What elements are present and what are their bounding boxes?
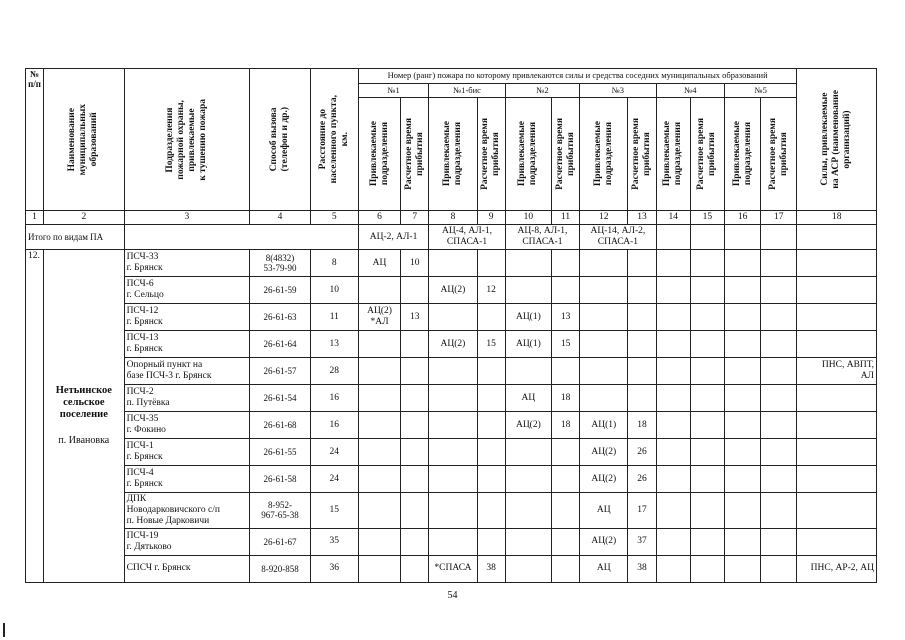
call-cell: 8-952- 967-65-38 <box>250 493 310 529</box>
asr-cell <box>797 304 877 331</box>
column-number: 12 <box>580 211 628 225</box>
rank5-time-cell <box>761 528 797 555</box>
rank5-time-cell <box>761 412 797 439</box>
rank3-units-cell <box>580 331 628 358</box>
header-rank-2: №2 <box>505 84 579 98</box>
rank4-time-cell <box>690 304 724 331</box>
rank3-units-cell: АЦ <box>580 555 628 582</box>
rank2-time-cell: 13 <box>552 304 580 331</box>
rank4-units-cell <box>656 277 690 304</box>
rank3-time-cell <box>628 331 656 358</box>
header-units-label: Подразделения пожарной охраны, привлекаемые к тушению пожара <box>165 98 208 181</box>
municipality-cell <box>44 250 124 583</box>
totals-cell <box>690 225 724 250</box>
subheader-time-label: Расчетное время прибытия <box>480 118 502 190</box>
unit-cell: ПСЧ-33 г. Брянск <box>124 250 250 277</box>
unit-cell: ДПК Новодарковичского с/п п. Новые Дарковичи <box>124 493 250 529</box>
subheader-units-label: Привлекаемые подразделения <box>517 121 539 187</box>
unit-cell: ПСЧ-6 г. Сельцо <box>124 277 250 304</box>
rank4-units-cell <box>656 493 690 529</box>
rank2-units-cell: АЦ(1) <box>505 304 551 331</box>
header-num-label: № п/п <box>28 69 41 90</box>
rank2-time-cell: 18 <box>552 412 580 439</box>
totals-rank-2: АЦ-8, АЛ-1, СПАСА-1 <box>505 225 579 250</box>
header-rank-1bis: №1-бис <box>429 84 505 98</box>
column-number: 9 <box>477 211 505 225</box>
table-row <box>26 466 877 493</box>
rank1bis-time-cell <box>477 358 505 385</box>
asr-cell <box>797 277 877 304</box>
call-cell: 26-61-54 <box>250 385 310 412</box>
totals-rank-1: АЦ-2, АЛ-1 <box>358 225 428 250</box>
rank5-units-cell <box>724 331 760 358</box>
rank3-time-cell: 17 <box>628 493 656 529</box>
rank3-time-cell <box>628 277 656 304</box>
totals-empty <box>124 225 358 250</box>
asr-cell <box>797 528 877 555</box>
rank1-units-cell <box>358 528 400 555</box>
asr-cell <box>797 466 877 493</box>
subheader-units-label: Привлекаемые подразделения <box>662 121 684 187</box>
call-cell: 8-920-858 <box>250 555 310 582</box>
distance-cell: 16 <box>310 385 358 412</box>
rank1-time-cell <box>401 412 429 439</box>
rank4-time-cell <box>690 439 724 466</box>
subheader-time-label: Расчетное время прибытия <box>403 118 425 190</box>
rank4-time-cell <box>690 331 724 358</box>
municipality-place: п. Ивановка <box>58 435 110 447</box>
call-cell: 26-61-57 <box>250 358 310 385</box>
totals-cell <box>797 225 877 250</box>
header-call-method <box>250 69 310 211</box>
distance-cell: 36 <box>310 555 358 582</box>
table-row <box>26 277 877 304</box>
rank4-units-cell <box>656 250 690 277</box>
rank1-units-cell <box>358 277 400 304</box>
rank1bis-units-cell <box>429 493 477 529</box>
rank2-units-cell <box>505 277 551 304</box>
asr-cell <box>797 493 877 529</box>
subheader-time-label: Расчетное время прибытия <box>696 118 718 190</box>
rank5-time-cell <box>761 250 797 277</box>
rank1bis-time-cell: 12 <box>477 277 505 304</box>
rank1-time-cell <box>401 385 429 412</box>
rank1bis-time-cell <box>477 304 505 331</box>
fire-forces-table <box>25 68 877 583</box>
rank4-time-cell <box>690 358 724 385</box>
rank2-units-cell: АЦ(1) <box>505 331 551 358</box>
totals-cell <box>761 225 797 250</box>
rank1-units-cell <box>358 493 400 529</box>
rank2-units-cell <box>505 493 551 529</box>
table-row <box>26 358 877 385</box>
rank2-units-cell <box>505 439 551 466</box>
unit-cell: ПСЧ-2 п. Путёвка <box>124 385 250 412</box>
rank1bis-time-cell: 15 <box>477 331 505 358</box>
column-number: 7 <box>401 211 429 225</box>
rank5-time-cell <box>761 277 797 304</box>
totals-rank-3: АЦ-14, АЛ-2, СПАСА-1 <box>580 225 656 250</box>
column-number: 2 <box>44 211 124 225</box>
call-cell: 26-61-59 <box>250 277 310 304</box>
totals-cell <box>724 225 760 250</box>
rank5-time-cell <box>761 493 797 529</box>
rank4-units-cell <box>656 439 690 466</box>
asr-cell: ПНС, АВПТ, АЛ <box>797 358 877 385</box>
rank5-units-cell <box>724 466 760 493</box>
header-distance <box>310 69 358 211</box>
rank1-time-cell: 10 <box>401 250 429 277</box>
unit-cell: ПСЧ-12 г. Брянск <box>124 304 250 331</box>
rank2-time-cell <box>552 466 580 493</box>
rank1-units-cell <box>358 385 400 412</box>
rank1bis-units-cell <box>429 304 477 331</box>
call-cell: 8(4832) 53-79-90 <box>250 250 310 277</box>
column-number: 18 <box>797 211 877 225</box>
rank3-time-cell: 18 <box>628 412 656 439</box>
rank3-units-cell: АЦ(2) <box>580 528 628 555</box>
unit-cell: ПСЧ-1 г. Брянск <box>124 439 250 466</box>
rank2-time-cell <box>552 493 580 529</box>
distance-cell: 35 <box>310 528 358 555</box>
rank3-units-cell <box>580 250 628 277</box>
column-number: 1 <box>26 211 44 225</box>
rank2-time-cell <box>552 555 580 582</box>
rank5-time-cell <box>761 466 797 493</box>
totals-label: Итого по видам ПА <box>26 225 125 250</box>
rank3-time-cell <box>628 358 656 385</box>
rank2-time-cell <box>552 277 580 304</box>
rank2-units-cell <box>505 358 551 385</box>
distance-cell: 11 <box>310 304 358 331</box>
column-numbers-row <box>26 211 877 225</box>
asr-cell <box>797 250 877 277</box>
call-cell: 26-61-55 <box>250 439 310 466</box>
rank1bis-units-cell <box>429 528 477 555</box>
rank1-time-cell <box>401 493 429 529</box>
distance-cell: 15 <box>310 493 358 529</box>
rank1-units-cell <box>358 466 400 493</box>
rank4-time-cell <box>690 277 724 304</box>
distance-cell: 8 <box>310 250 358 277</box>
distance-cell: 24 <box>310 466 358 493</box>
rank1-units-cell <box>358 412 400 439</box>
table-row <box>26 331 877 358</box>
subheader-units <box>656 98 690 211</box>
totals-row <box>26 225 877 250</box>
rank5-units-cell <box>724 528 760 555</box>
subheader-time-label: Расчетное время прибытия <box>554 118 576 190</box>
call-cell: 26-61-63 <box>250 304 310 331</box>
asr-cell <box>797 331 877 358</box>
header-call-label: Способ вызова (телефон и др.) <box>269 107 290 172</box>
distance-cell: 16 <box>310 412 358 439</box>
rank3-units-cell: АЦ(2) <box>580 466 628 493</box>
call-cell: 26-61-67 <box>250 528 310 555</box>
rank1-units-cell <box>358 439 400 466</box>
rank3-time-cell: 26 <box>628 466 656 493</box>
rank4-units-cell <box>656 385 690 412</box>
header-rank-5: №5 <box>724 84 796 98</box>
subheader-time-label: Расчетное время прибытия <box>767 118 789 190</box>
subheader-time <box>401 98 429 211</box>
table-row <box>26 250 877 277</box>
rank3-time-cell <box>628 385 656 412</box>
rank5-time-cell <box>761 385 797 412</box>
rank3-units-cell: АЦ(2) <box>580 439 628 466</box>
rank1-time-cell <box>401 555 429 582</box>
rank1-units-cell <box>358 555 400 582</box>
column-number: 11 <box>552 211 580 225</box>
subheader-time <box>761 98 797 211</box>
rank5-units-cell <box>724 304 760 331</box>
rank3-units-cell: АЦ(1) <box>580 412 628 439</box>
subheader-units <box>505 98 551 211</box>
table-row <box>26 304 877 331</box>
column-number: 14 <box>656 211 690 225</box>
rank1bis-time-cell <box>477 439 505 466</box>
rank4-time-cell <box>690 528 724 555</box>
column-number: 17 <box>761 211 797 225</box>
rank2-units-cell <box>505 250 551 277</box>
subheader-units-label: Привлекаемые подразделения <box>731 121 753 187</box>
rank5-time-cell <box>761 358 797 385</box>
rank1bis-units-cell: АЦ(2) <box>429 331 477 358</box>
table-row <box>26 493 877 529</box>
rank5-units-cell <box>724 412 760 439</box>
rank3-units-cell <box>580 277 628 304</box>
rank2-units-cell: АЦ(2) <box>505 412 551 439</box>
rank2-time-cell <box>552 250 580 277</box>
rank1bis-time-cell <box>477 412 505 439</box>
call-cell: 26-61-58 <box>250 466 310 493</box>
column-number: 5 <box>310 211 358 225</box>
column-number: 4 <box>250 211 310 225</box>
header-asr-label: Силы, привлекаемые на АСР (наименование организаций) <box>820 90 853 189</box>
rank5-time-cell <box>761 439 797 466</box>
unit-cell: ПСЧ-13 г. Брянск <box>124 331 250 358</box>
rank1bis-time-cell <box>477 466 505 493</box>
rank1bis-units-cell: *СПАСА <box>429 555 477 582</box>
unit-cell: Опорный пункт на базе ПСЧ-3 г. Брянск <box>124 358 250 385</box>
rank5-units-cell <box>724 385 760 412</box>
header-units <box>124 69 250 211</box>
rank4-units-cell <box>656 304 690 331</box>
header-distance-label: Расстояние до населенного пункта, км. <box>317 95 350 184</box>
asr-cell <box>797 439 877 466</box>
rank3-time-cell: 38 <box>628 555 656 582</box>
subheader-units <box>429 98 477 211</box>
rank4-time-cell <box>690 466 724 493</box>
rank4-units-cell <box>656 466 690 493</box>
rank5-time-cell <box>761 331 797 358</box>
distance-cell: 24 <box>310 439 358 466</box>
rank1bis-units-cell <box>429 385 477 412</box>
rank5-units-cell <box>724 439 760 466</box>
table-row <box>26 385 877 412</box>
asr-cell: ПНС, АР-2, АЦ <box>797 555 877 582</box>
rank2-units-cell <box>505 555 551 582</box>
rank5-units-cell <box>724 555 760 582</box>
rank4-units-cell <box>656 528 690 555</box>
header-municipality <box>44 69 124 211</box>
header-municipality-label: Наименование муниципальных образований <box>67 103 100 176</box>
municipality-name: Нетьинское сельское поселение <box>55 385 112 421</box>
rank2-time-cell: 15 <box>552 331 580 358</box>
call-cell: 26-61-68 <box>250 412 310 439</box>
rank1-time-cell: 13 <box>401 304 429 331</box>
rank4-units-cell <box>656 555 690 582</box>
rank3-time-cell <box>628 250 656 277</box>
column-number: 8 <box>429 211 477 225</box>
rank2-time-cell: 18 <box>552 385 580 412</box>
subheader-time <box>552 98 580 211</box>
subheader-units <box>724 98 760 211</box>
rank1bis-time-cell: 38 <box>477 555 505 582</box>
rank1bis-units-cell <box>429 466 477 493</box>
rank5-units-cell <box>724 493 760 529</box>
rank3-units-cell: АЦ <box>580 493 628 529</box>
rank4-time-cell <box>690 493 724 529</box>
distance-cell: 13 <box>310 331 358 358</box>
rank1-units-cell: АЦ(2) *АЛ <box>358 304 400 331</box>
table-row <box>26 439 877 466</box>
subheader-time-label: Расчетное время прибытия <box>631 118 653 190</box>
subheader-units-label: Привлекаемые подразделения <box>592 121 614 187</box>
rank2-time-cell <box>552 439 580 466</box>
subheader-units <box>580 98 628 211</box>
totals-rank-1bis: АЦ-4, АЛ-1, СПАСА-1 <box>429 225 505 250</box>
rank1bis-units-cell: АЦ(2) <box>429 277 477 304</box>
rank1bis-units-cell <box>429 439 477 466</box>
table-row <box>26 528 877 555</box>
municipality-number: 12. <box>26 250 44 583</box>
rank2-units-cell <box>505 528 551 555</box>
asr-cell <box>797 412 877 439</box>
rank4-time-cell <box>690 412 724 439</box>
call-cell: 26-61-64 <box>250 331 310 358</box>
column-number: 15 <box>690 211 724 225</box>
unit-cell: ПСЧ-35 г. Фокино <box>124 412 250 439</box>
rank4-units-cell <box>656 412 690 439</box>
subheader-units <box>358 98 400 211</box>
distance-cell: 10 <box>310 277 358 304</box>
rank3-time-cell <box>628 304 656 331</box>
rank2-time-cell <box>552 528 580 555</box>
rank1-time-cell <box>401 358 429 385</box>
column-number: 6 <box>358 211 400 225</box>
column-number: 13 <box>628 211 656 225</box>
rank3-units-cell <box>580 358 628 385</box>
subheader-time <box>690 98 724 211</box>
subheader-time <box>628 98 656 211</box>
distance-cell: 28 <box>310 358 358 385</box>
rank1bis-time-cell <box>477 250 505 277</box>
rank4-time-cell <box>690 385 724 412</box>
page-number: 54 <box>447 590 458 601</box>
rank3-time-cell: 26 <box>628 439 656 466</box>
header-num <box>26 69 44 211</box>
rank1-units-cell: АЦ <box>358 250 400 277</box>
data-rows <box>26 250 877 583</box>
rank3-units-cell <box>580 304 628 331</box>
rank3-time-cell: 37 <box>628 528 656 555</box>
header-rank-3: №3 <box>580 84 656 98</box>
rank4-time-cell <box>690 250 724 277</box>
rank5-time-cell <box>761 555 797 582</box>
subheader-units-label: Привлекаемые подразделения <box>368 121 390 187</box>
rank1bis-units-cell <box>429 412 477 439</box>
rank1-time-cell <box>401 528 429 555</box>
rank1-units-cell <box>358 358 400 385</box>
rank3-units-cell <box>580 385 628 412</box>
asr-cell <box>797 385 877 412</box>
rank2-units-cell <box>505 466 551 493</box>
subheader-units-label: Привлекаемые подразделения <box>442 121 463 187</box>
header-rank-title: Номер (ранг) пожара по которому привлекаются силы и средства соседних муниципальных образований <box>358 69 797 84</box>
rank1bis-units-cell <box>429 358 477 385</box>
rank1-time-cell <box>401 466 429 493</box>
unit-cell: ПСЧ-19 г. Дятьково <box>124 528 250 555</box>
rank1bis-time-cell <box>477 493 505 529</box>
table-row <box>26 555 877 582</box>
rank1-time-cell <box>401 277 429 304</box>
column-number: 10 <box>505 211 551 225</box>
rank5-units-cell <box>724 277 760 304</box>
rank4-time-cell <box>690 555 724 582</box>
rank5-units-cell <box>724 250 760 277</box>
unit-cell: ПСЧ-4 г. Брянск <box>124 466 250 493</box>
table-row <box>26 412 877 439</box>
rank4-units-cell <box>656 358 690 385</box>
rank1-time-cell <box>401 439 429 466</box>
header-asr <box>797 69 877 211</box>
unit-cell: СПСЧ г. Брянск <box>124 555 250 582</box>
column-number: 3 <box>124 211 250 225</box>
rank1-time-cell <box>401 331 429 358</box>
header-rank-1: №1 <box>358 84 428 98</box>
rank5-units-cell <box>724 358 760 385</box>
rank2-time-cell <box>552 358 580 385</box>
rank1-units-cell <box>358 331 400 358</box>
rank1bis-units-cell <box>429 250 477 277</box>
scan-margin-mark <box>3 623 5 637</box>
totals-cell <box>656 225 690 250</box>
rank5-time-cell <box>761 304 797 331</box>
rank1bis-time-cell <box>477 385 505 412</box>
rank1bis-time-cell <box>477 528 505 555</box>
rank4-units-cell <box>656 331 690 358</box>
subheader-time <box>477 98 505 211</box>
column-number: 16 <box>724 211 760 225</box>
header-rank-4: №4 <box>656 84 724 98</box>
rank2-units-cell: АЦ <box>505 385 551 412</box>
